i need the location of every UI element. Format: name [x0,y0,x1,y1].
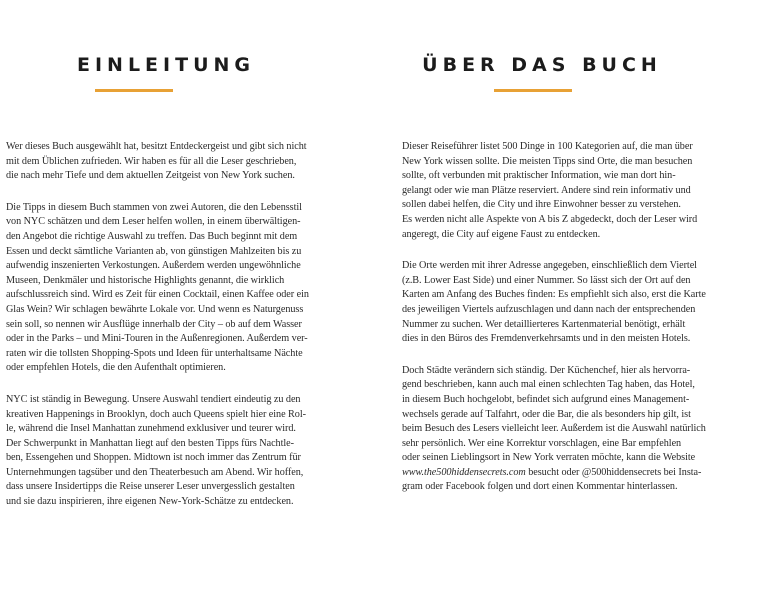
introduction-body [6,140,326,527]
about-book-paragraph-1: Dieser Reiseführer listet 500 Dinge in 100 Kategorien auf, die man über New York wissen sollte. Die meisten Tipps sind Orte, die man besuchen sollte, oft verbunden mit praktischer Information, wie man dort hin- gelangt oder wie man Plätze reserviert. Andere sind rein informativ und sollen dabei helfen, die City und ihre Einwohner besser zu verstehen. Es werden nicht alle Aspekte von A bis Z abgedeckt, doch der Leser wird angeregt, die City auf eigene Faust zu entdecken. [402,141,698,240]
about-book-paragraph-2: Die Orte werden mit ihrer Adresse angegeben, einschließlich dem Viertel (z.B. Lower East Side) und einer Nummer. So lässt sich der Ort auf den Karten am Anfang des Buches finden: Es empfiehlt sich also, erst die Karte des jeweiligen Viertels aufzuschlagen und dann nach der entsprechenden Nummer zu suchen. Wer detaillierteres Kartenmaterial benötigt, erhält dies in den Büros des Fremdenverkehrsamts und in den meisten Hotels. [402,260,706,345]
introduction-accent-rule [95,89,173,92]
introduction-paragraph-1: Wer dieses Buch ausgewählt hat, besitzt Entdeckergeist und gibt sich nicht mit dem Üblichen zufrieden. Wir haben es für all die Leser geschrieben, die nach mehr Tiefe und dem aktuellen Zeitgeist von New York suchen. [6,141,307,182]
introduction-paragraph-2: Die Tipps in diesem Buch stammen von zwei Autoren, die den Lebensstil von NYC schätzen und dem Leser helfen wollen, in einem überwältigen- den Angebot die richtige Auswahl zu treffen. Das Buch beginnt mit dem Essen und deckt sämtliche Varianten ab, von günstigen Mahlzeiten bis zu aufwendig inszenierten Verkostungen. Außerdem werden ungewöhnliche Museen, Denkmäler und historische Highlights genannt, die wirklich aufschlussreich sind. Wird es Zeit für einen Cocktail, einen Kaffee oder ein Glas Wein? Wir schlagen bewährte Lokale vor. Und wenn es Naturgenuss sein soll, so nennen wir Ausflüge innerhalb der City – ob auf dem Wasser oder in the Parks – und Mini-Touren in the Außenregionen. Außerdem ver- raten wir die tollsten Shopping-Spots und Ideen für unterhaltsame Nächte oder empfehlen Hotels, die den Aufenthalt optimieren. [6,201,309,374]
about-book-paragraph-3: Doch Städte verändern sich ständig. Der Küchenchef, hier als hervorra- gend beschrieben, kann auch mal einen schlechten Tag haben, das Hotel, in diesem Buch hochgelobt, befindet sich aufgrund eines Management- wechsels gerade auf Talfahrt, oder die Bar, die als besonders hip gilt, ist beim Besuch des Lesers vielleicht leer. Außerdem ist die Auswahl natürlich sehr persönlich. Wer eine Korrektur vorschlagen, eine Bar empfehlen oder seinen Lieblingsort in New York verraten möchte, kann die Website www.the500hiddensecrets.com besucht oder @500hiddensecrets bei Insta- gram oder Facebook folgen und dort einen Kommentar hinterlassen. [402,364,706,493]
introduction-paragraph-3: NYC ist ständig in Bewegung. Unsere Auswahl tendiert eindeutig zu den kreativen Happenings in Brooklyn, doch auch Queens spielt hier eine Rol- le, während die Insel Manhattan zunehmend exklusiver und teurer wird. Der Schwerpunkt in Manhattan liegt auf den besten Tipps fürs Nachtle- ben, Essengehen und Shoppen. Midtown ist noch immer das Zentrum für Unternehmungen tagsüber und den Theaterbesuch am Abend. Wir hoffen, dass unsere Insidertipps die Reise unserer Leser unvergesslich gestalten und sie dazu inspirieren, ihre eigenen New-York-Schätze zu entdecken. [6,393,306,508]
about-book-accent-rule [494,89,572,92]
introduction-heading: EINLEITUNG [77,53,255,76]
website-link[interactable]: www.the500hiddensecrets.com [402,466,526,478]
about-book-heading: ÜBER DAS BUCH [422,53,662,76]
about-book-body [402,140,722,512]
